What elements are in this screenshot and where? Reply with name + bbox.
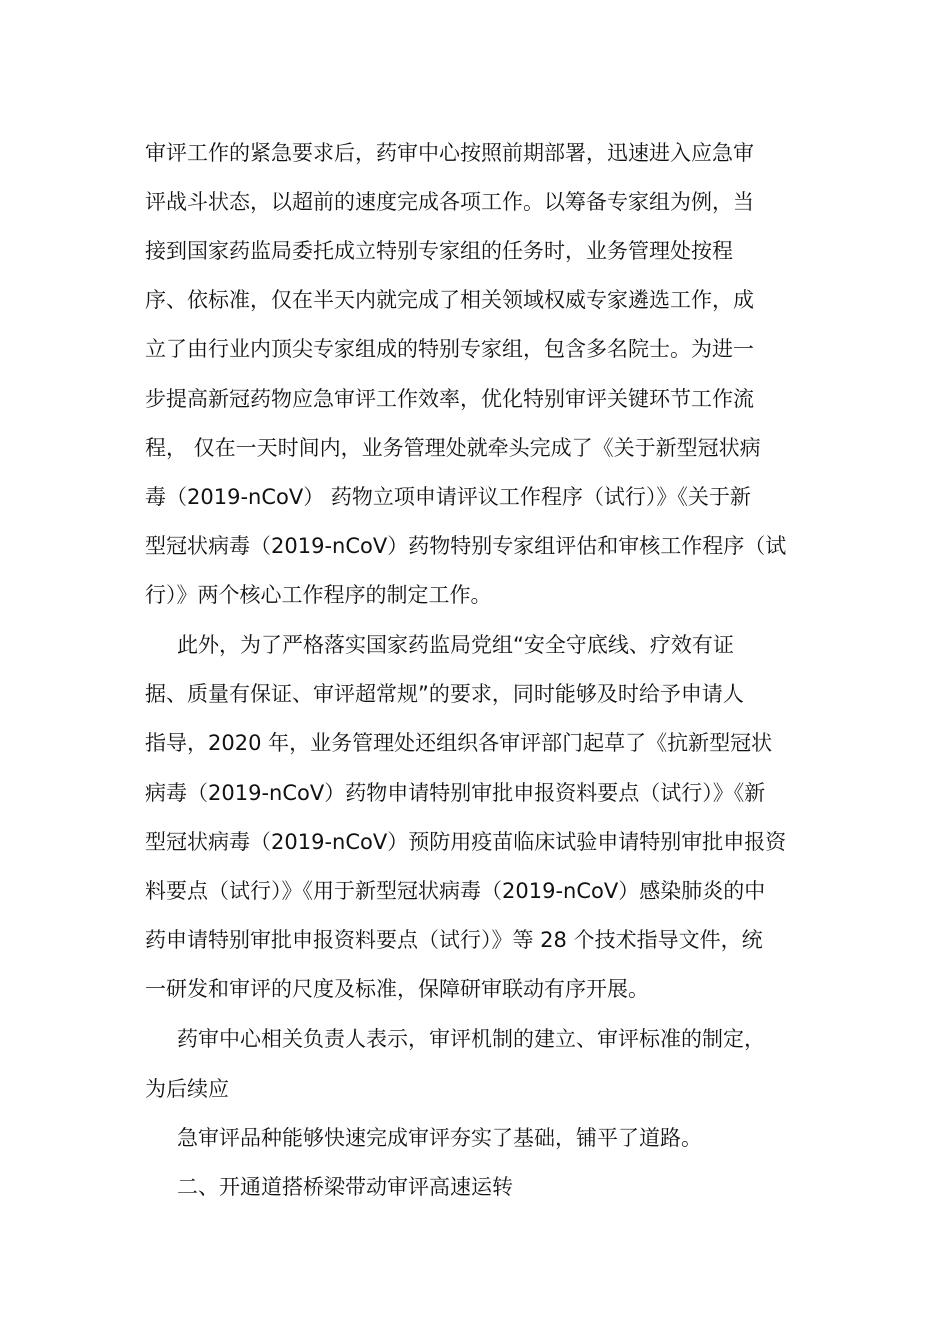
text-line-17: 药申请特别审批申报资料要点（试行）》等 28 个技术指导文件，统 xyxy=(145,928,763,952)
text-line-15: 型冠状病毒（2019-nCoV）预防用疫苗临床试验申请特别审批申报资 xyxy=(145,830,787,854)
text-line-12: 据、质量有保证、审评超常规”的要求，同时能够及时给予申请人 xyxy=(145,682,744,706)
text-line-10: 行）》两个核心工作程序的制定工作。 xyxy=(145,583,492,607)
section-heading: 二、开通道搭桥梁带动审评高速运转 xyxy=(177,1175,513,1199)
text-line-7: 程， 仅在一天时间内，业务管理处就牵头完成了《关于新型冠状病 xyxy=(145,436,761,460)
text-line-6: 步提高新冠药物应急审评工作效率，优化特别审评关键环节工作流 xyxy=(145,387,754,411)
text-line-16: 料要点（试行）》《用于新型冠状病毒（2019-nCoV）感染肺炎的中 xyxy=(145,879,766,903)
text-line-11: 此外，为了严格落实国家药监局党组“安全守底线、疗效有证 xyxy=(177,633,734,657)
text-line-13: 指导，2020 年，业务管理处还组织各审评部门起草了《抗新型冠状 xyxy=(145,731,773,755)
text-line-18: 一研发和审评的尺度及标准，保障研审联动有序开展。 xyxy=(145,977,649,1001)
text-line-1: 审评工作的紧急要求后，药审中心按照前期部署，迅速进入应急审 xyxy=(145,141,754,165)
text-line-4: 序、依标准，仅在半天内就完成了相关领域权威专家遴选工作，成 xyxy=(145,288,754,312)
text-line-21: 急审评品种能够快速完成审评夯实了基础，铺平了道路。 xyxy=(177,1126,702,1150)
text-line-19: 药审中心相关负责人表示，审评机制的建立、审评标准的制定， xyxy=(177,1027,765,1051)
text-line-5: 立了由行业内顶尖专家组成的特别专家组，包含多名院士。为进一 xyxy=(145,337,754,361)
text-line-8: 毒（2019-nCoV） 药物立项申请评议工作程序（试行）》《关于新 xyxy=(145,485,751,509)
text-line-3: 接到国家药监局委托成立特别专家组的任务时，业务管理处按程 xyxy=(145,239,733,263)
text-line-9: 型冠状病毒（2019-nCoV）药物特别专家组评估和审核工作程序（试 xyxy=(145,534,787,558)
text-line-20: 为后续应 xyxy=(145,1077,229,1101)
text-line-14: 病毒（2019-nCoV）药物申请特别审批申报资料要点（试行）》《新 xyxy=(145,781,766,805)
text-line-2: 评战斗状态，以超前的速度完成各项工作。以筹备专家组为例，当 xyxy=(145,190,754,214)
